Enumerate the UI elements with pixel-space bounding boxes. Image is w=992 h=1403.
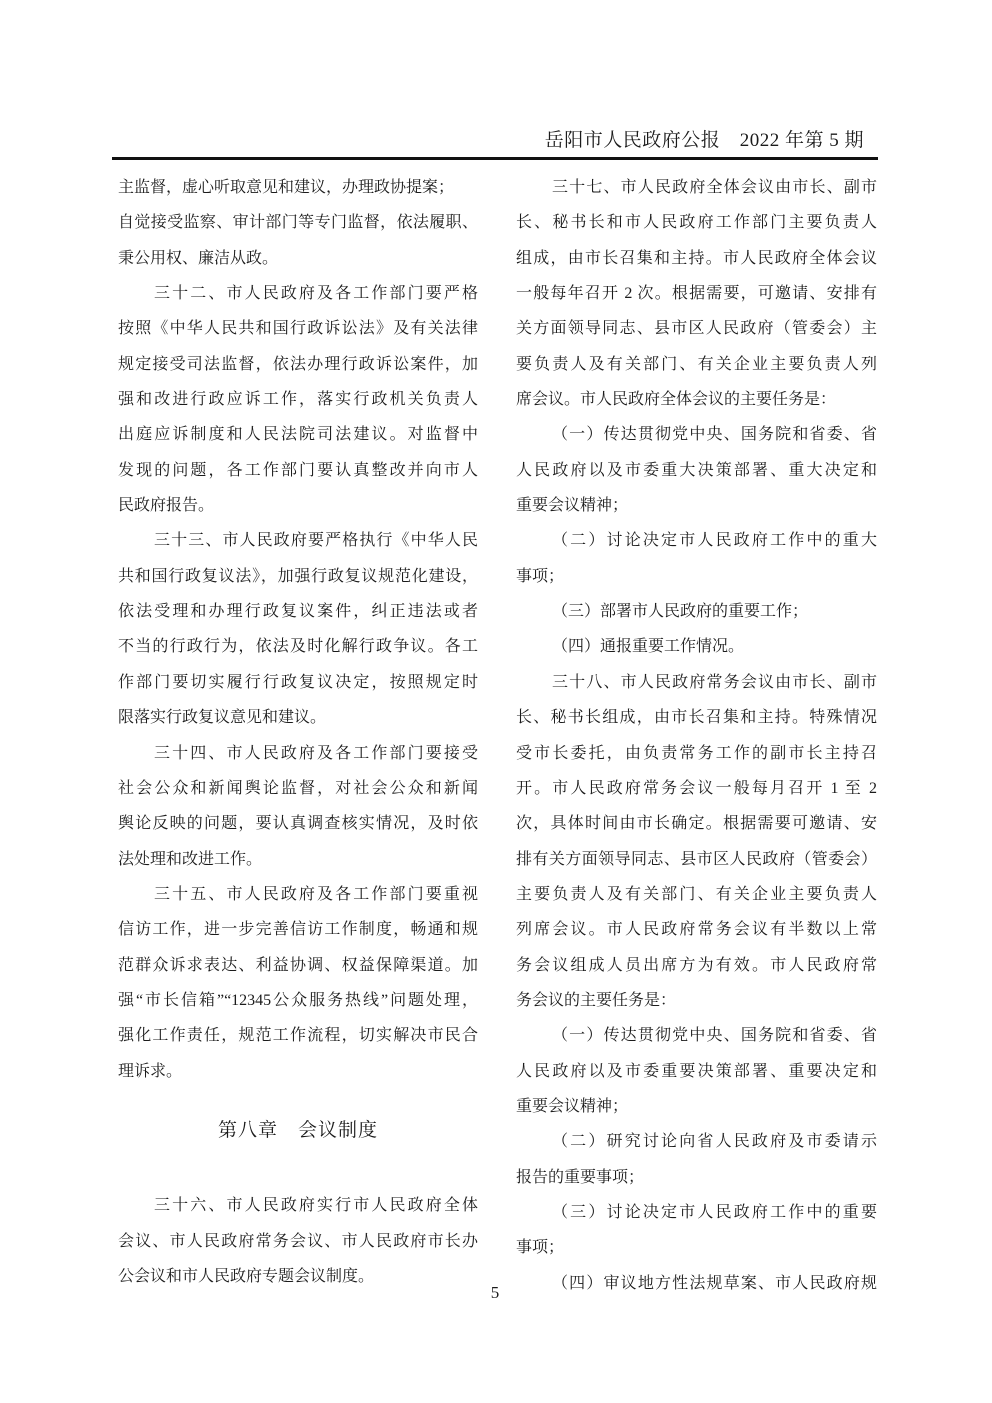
- text-line: 人民政府以及市委重大决策部署、重大决定和: [516, 461, 877, 479]
- text-line: 出庭应诉制度和人民法院司法建议。对监督中: [118, 426, 478, 444]
- text-line: （四）通报重要工作情况。: [552, 638, 745, 656]
- text-line: 作部门要切实履行行政复议决定，按照规定时: [118, 673, 478, 691]
- text-line: 长、秘书长组成，由市长召集和主持。特殊情况: [516, 709, 877, 727]
- text-line: 公会议和市人民政府专题会议制度。: [118, 1268, 375, 1286]
- text-line: （三）部署市人民政府的重要工作；: [552, 603, 809, 621]
- text-line: 三十三、市人民政府要严格执行《中华人民: [154, 532, 478, 550]
- text-line: 开。市人民政府常务会议一般每月召开 1 至 2: [516, 779, 877, 797]
- text-line: 事项；: [516, 567, 565, 585]
- text-line: 关方面领导同志、县市区人民政府（管委会）主: [516, 320, 877, 338]
- text-line: 重要会议精神；: [516, 497, 629, 515]
- text-line: 社会公众和新闻舆论监督，对社会公众和新闻: [118, 779, 478, 797]
- text-line: 法处理和改进工作。: [118, 850, 263, 868]
- text-line: 不当的行政行为，依法及时化解行政争议。各工: [118, 638, 478, 656]
- text-line: 信访工作，进一步完善信访工作制度，畅通和规: [118, 921, 478, 939]
- chapter-heading: 第八章 会议制度: [217, 1119, 378, 1141]
- header-rule: [112, 157, 878, 160]
- text-line: 发现的问题，各工作部门要认真整改并向市人: [118, 461, 478, 479]
- text-line: 按照《中华人民共和国行政诉讼法》及有关法律: [118, 320, 478, 338]
- text-line: 强“市长信箱”“12345公众服务热线”问题处理，: [118, 991, 478, 1009]
- text-line: 要负责人及有关部门、有关企业主要负责人列: [516, 355, 877, 373]
- text-line: （二）讨论决定市人民政府工作中的重大: [552, 532, 877, 550]
- text-line: 强和改进行政应诉工作，落实行政机关负责人: [118, 391, 478, 409]
- text-line: 强化工作责任，规范工作流程，切实解决市民合: [118, 1027, 478, 1045]
- text-line: 三十二、市人民政府及各工作部门要严格: [154, 285, 478, 303]
- text-line: 重要会议精神；: [516, 1097, 629, 1115]
- right-text-column: [516, 170, 877, 1301]
- text-line: 三十六、市人民政府实行市人民政府全体: [154, 1197, 478, 1215]
- text-line: 长、秘书长和市人民政府工作部门主要负责人: [516, 214, 877, 232]
- text-line: 事项；: [516, 1239, 565, 1257]
- gazette-masthead: 岳阳市人民政府公报 2022 年第 5 期: [544, 130, 864, 151]
- text-line: （一）传达贯彻党中央、国务院和省委、省: [552, 426, 877, 444]
- text-line: 会议、市人民政府常务会议、市人民政府市长办: [118, 1232, 478, 1250]
- text-line: 三十五、市人民政府及各工作部门要重视: [154, 885, 478, 903]
- text-line: （三）讨论决定市人民政府工作中的重要: [552, 1203, 877, 1221]
- text-line: 次，具体时间由市长确定。根据需要可邀请、安: [516, 815, 877, 833]
- text-line: （一）传达贯彻党中央、国务院和省委、省: [552, 1027, 877, 1045]
- text-line: 列席会议。市人民政府常务会议有半数以上常: [516, 921, 877, 939]
- text-line: 共和国行政复议法》，加强行政复议规范化建设，: [118, 567, 478, 585]
- text-line: 三十四、市人民政府及各工作部门要接受: [154, 744, 478, 762]
- text-line: 务会议组成人员出席方为有效。市人民政府常: [516, 956, 877, 974]
- text-line: 三十八、市人民政府常务会议由市长、副市: [552, 673, 877, 691]
- text-line: 席会议。市人民政府全体会议的主要任务是：: [516, 391, 837, 409]
- page-number: 5: [490, 1283, 500, 1302]
- text-line: 组成，由市长召集和主持。市人民政府全体会议: [516, 249, 877, 267]
- text-line: （四）审议地方性法规草案、市人民政府规: [552, 1274, 877, 1292]
- text-line: 规定接受司法监督，依法办理行政诉讼案件，加: [118, 355, 478, 373]
- text-line: 主要负责人及有关部门、有关企业主要负责人: [516, 885, 877, 903]
- text-line: （二）研究讨论向省人民政府及市委请示: [552, 1133, 877, 1151]
- text-line: 自觉接受监察、审计部门等专门监督，依法履职、: [118, 214, 478, 232]
- text-line: 报告的重要事项；: [516, 1168, 645, 1186]
- text-line: 舆论反映的问题，要认真调查核实情况，及时依: [118, 815, 478, 833]
- text-line: 主监督，虚心听取意见和建议，办理政协提案；: [118, 179, 455, 196]
- text-line: 限落实行政复议意见和建议。: [118, 709, 327, 727]
- text-line: 人民政府以及市委重要决策部署、重要决定和: [516, 1062, 877, 1080]
- text-line: 理诉求。: [118, 1062, 183, 1080]
- text-line: 三十七、市人民政府全体会议由市长、副市: [552, 179, 877, 196]
- text-line: 务会议的主要任务是：: [516, 991, 677, 1009]
- text-line: 受市长委托，由负责常务工作的副市长主持召: [516, 744, 877, 762]
- left-text-column: [118, 170, 478, 1294]
- text-line: 依法受理和办理行政复议案件，纠正违法或者: [118, 603, 478, 621]
- text-line: 范群众诉求表达、利益协调、权益保障渠道。加: [118, 956, 478, 974]
- text-line: 排有关方面领导同志、县市区人民政府（管委会）: [516, 850, 877, 868]
- text-line: 民政府报告。: [118, 497, 215, 515]
- text-line: 一般每年召开 2 次。根据需要，可邀请、安排有: [516, 285, 877, 303]
- text-line: 秉公用权、廉洁从政。: [118, 249, 279, 267]
